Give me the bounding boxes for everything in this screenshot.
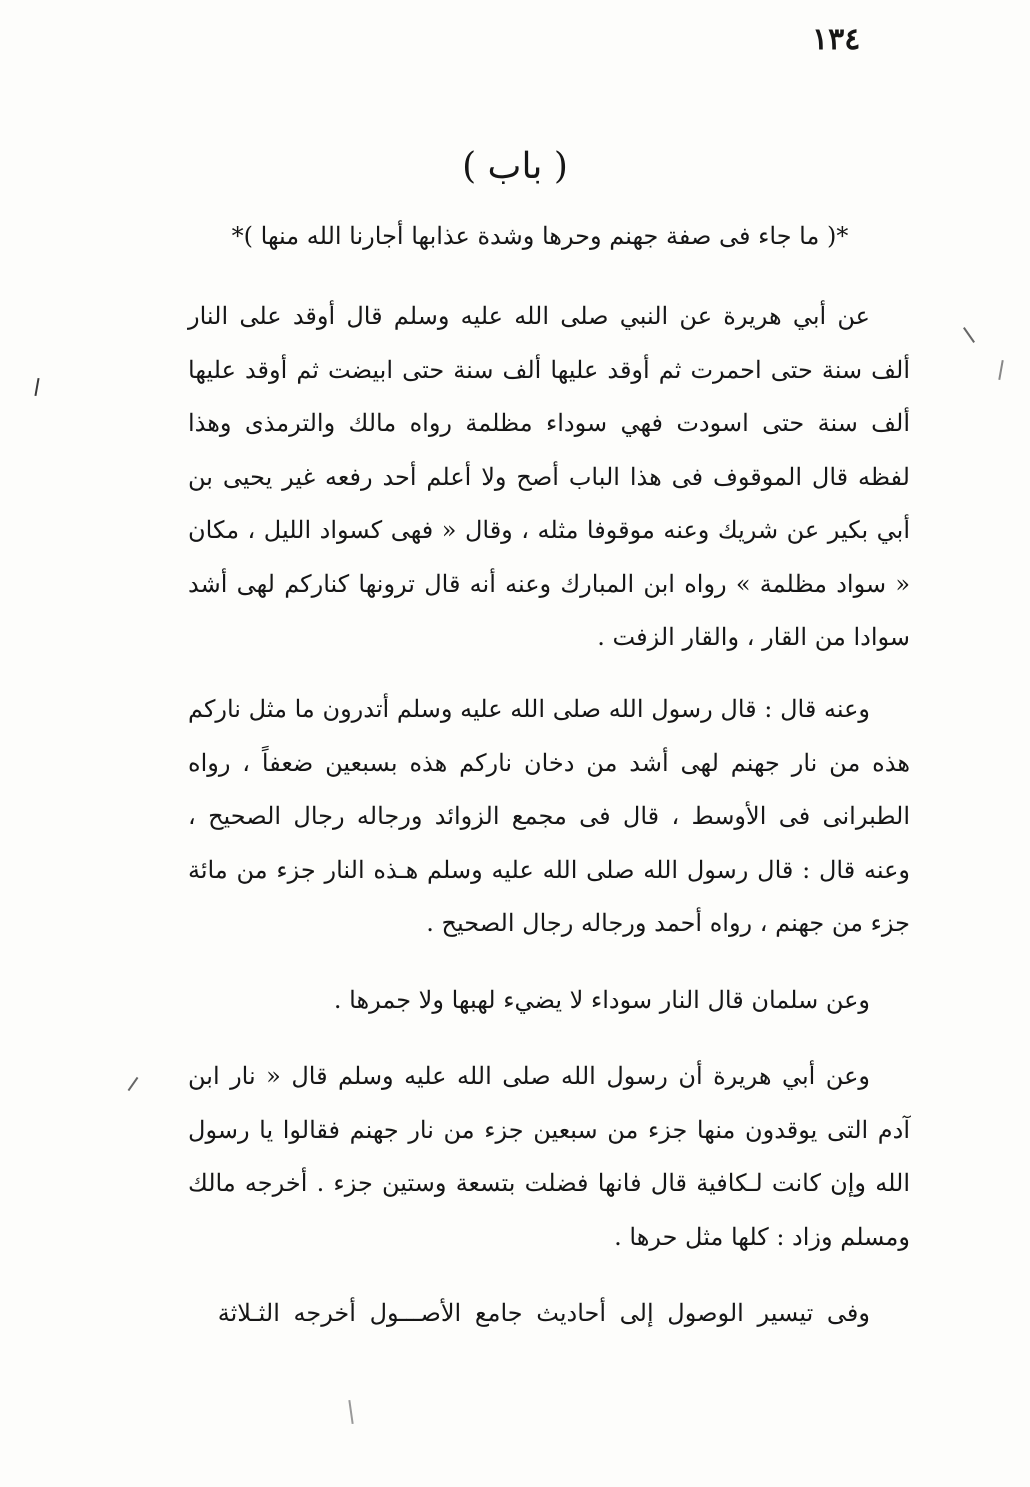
paragraph-3: وعن سلمان قال النار سوداء لا يضيء لهبها ولا جمرها . — [333, 986, 870, 1014]
paragraph-2: وعنه قال : قال رسول الله صلى الله عليه وسلم أتدرون ما مثل ناركم هذه من نار جهنم لهى أشد من دخان ناركم هذه بسبعين ضعفاً ، رواه الطبرانى فى الأوسط ، قال فى مجمع الزوائد ورجاله رجال الصحيح ، وعنه قال : قال رسول الله صلى الله عليه وسلم هـذه النار جزء من مائة جزء من جهنم ، رواه أحمد ورجاله رجال الصحيح . — [188, 695, 911, 937]
chapter-heading: ( باب ) — [462, 146, 568, 187]
paragraph-4: وعن أبي هريرة أن رسول الله صلى الله عليه وسلم قال « نار ابن آدم التى يوقدون منها جزء من سبعين جزء من نار جهنم فقالوا يا رسول الله وإن كانت لـكافية قال فانها فضلت بتسعة وستين جزء . أخرجه مالك ومسلم وزاد : كلها مثل حرها . — [188, 1062, 910, 1251]
scan-speck — [998, 360, 1003, 380]
scan-speck — [34, 378, 39, 396]
scan-speck — [348, 1400, 353, 1424]
page-number: ١٣٤ — [812, 22, 861, 57]
scan-speck — [128, 1077, 139, 1091]
chapter-subheading: *( ما جاء فى صفة جهنم وحرها وشدة عذابها أجارنا الله منها )* — [231, 222, 849, 250]
paragraph-1: عن أبي هريرة عن النبي صلى الله عليه وسلم قال أوقد على النار ألف سنة حتى احمرت ثم أوقد عليها ألف سنة حتى ابيضت ثم أوقد عليها ألف سنة حتى اسودت فهي سوداء مظلمة رواه مالك والترمذى وهذا لفظه قال الموقوف فى هذا الباب أصح ولا أعلم أحد رفعه غير يحيى بن أبي بكير عن شريك وعنه موقوفا مثله ، وقال « فهى كسواد الليل ، مكان « سواد مظلمة » رواه ابن المبارك وعنه أنه قال ترونها كناركم لهى أشد سوادا من القار ، والقار الزفت . — [188, 302, 910, 651]
scan-speck — [963, 327, 975, 343]
paragraph-5-first-line: وفى تيسير الوصول إلى أحاديث جامع الأصـــول أخرجه الثـلاثة — [217, 1299, 870, 1327]
